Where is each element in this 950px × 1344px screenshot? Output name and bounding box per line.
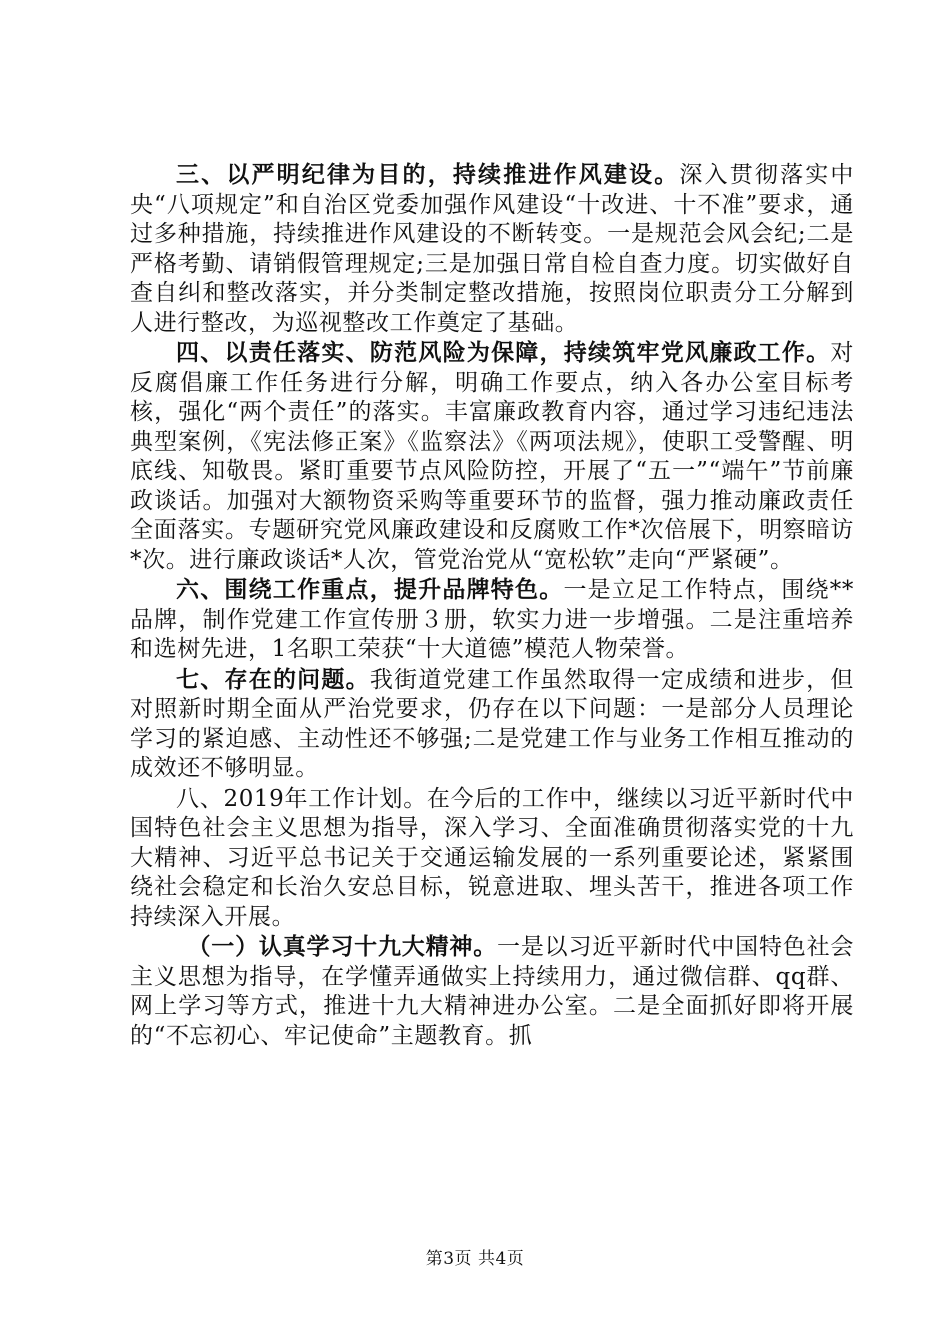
paragraph-text: 我街道党建工作虽然取得一定成绩和进步，但对照新时期全面从严治党要求，仍存在以下问题：一是部分人员理论学习的紧迫感、主动性还不够强;二是党建工作与业务工作相互推动的成效还不够明显。 — [130, 666, 855, 781]
paragraph-text: 深入贯彻落实中央“八项规定”和自治区党委加强作风建设“十改进、十不准”要求，通过多种措施，持续推进作风建设的不断转变。一是规范会风会纪;二是严格考勤、请销假管理规定;三是加强日常自检自查力度。切实做好自查自纠和整改落实，并分类制定整改措施，按照岗位职责分工分解到人进行整改，为巡视整改工作奠定了基础。 — [130, 162, 855, 336]
paragraph-heading: 三、以严明纪律为目的，持续推进作风建设。 — [176, 161, 680, 188]
paragraph-heading: 四、以责任落实、防范风险为保障，持续筑牢党风廉政工作。 — [176, 339, 831, 366]
page-number-footer: 第3页 共4页 — [425, 1249, 525, 1269]
paragraph-text: 对反腐倡廉工作任务进行分解，明确工作要点，纳入各办公室目标考核，强化“两个责任”的落实。丰富廉政教育内容，通过学习违纪违法典型案例，《宪法修正案》《监察法》《两项法规》，使职工受警醒、明底线、知敬畏。紧盯重要节点风险防控，开展了“五一”“端午”节前廉政谈话。加强对大额物资采购等重要环节的监督，强力推动廉政责任全面落实。专题研究党风廉政建设和反腐败工作*次倍展下，明察暗访*次。进行廉政谈话*人次，管党治党从“宽松软”走向“严紧硬”。 — [130, 340, 854, 573]
paragraph-integrity — [130, 338, 854, 575]
paragraph-study — [130, 932, 854, 1051]
paragraph-text: 一是以习近平新时代中国特色社会主义思想为指导，在学懂弄通做实上持续用力，通过微信群、qq群、网上学习等方式，推进十九大精神进办公室。二是全面抓好即将开展的“不忘初心、牢记使命”主题教育。抓 — [130, 934, 854, 1049]
document-body — [130, 160, 854, 1051]
paragraph-discipline — [130, 160, 854, 338]
paragraph-heading: （一）认真学习十九大精神。 — [187, 933, 498, 960]
paragraph-heading: 六、围绕工作重点，提升品牌特色。 — [176, 576, 564, 603]
paragraph-text: 八、2019年工作计划。在今后的工作中，继续以习近平新时代中国特色社会主义思想为指导，深入学习、全面准确贯彻落实党的十九大精神、习近平总书记关于交通运输发展的一系列重要论述，紧紧围绕社会稳定和长治久安总目标，锐意进取、埋头苦干，推进各项工作持续深入开展。 — [130, 785, 854, 930]
paragraph-plan — [130, 784, 854, 933]
paragraph-problems — [130, 665, 854, 784]
paragraph-brand — [130, 575, 854, 665]
paragraph-heading: 七、存在的问题。 — [176, 665, 370, 693]
paragraph-text: 一是立足工作特点，围绕**品牌，制作党建工作宣传册３册，软实力进一步增强。二是注重培养和选树先进，1名职工荣获“十大道德”模范人物荣誉。 — [130, 577, 854, 662]
